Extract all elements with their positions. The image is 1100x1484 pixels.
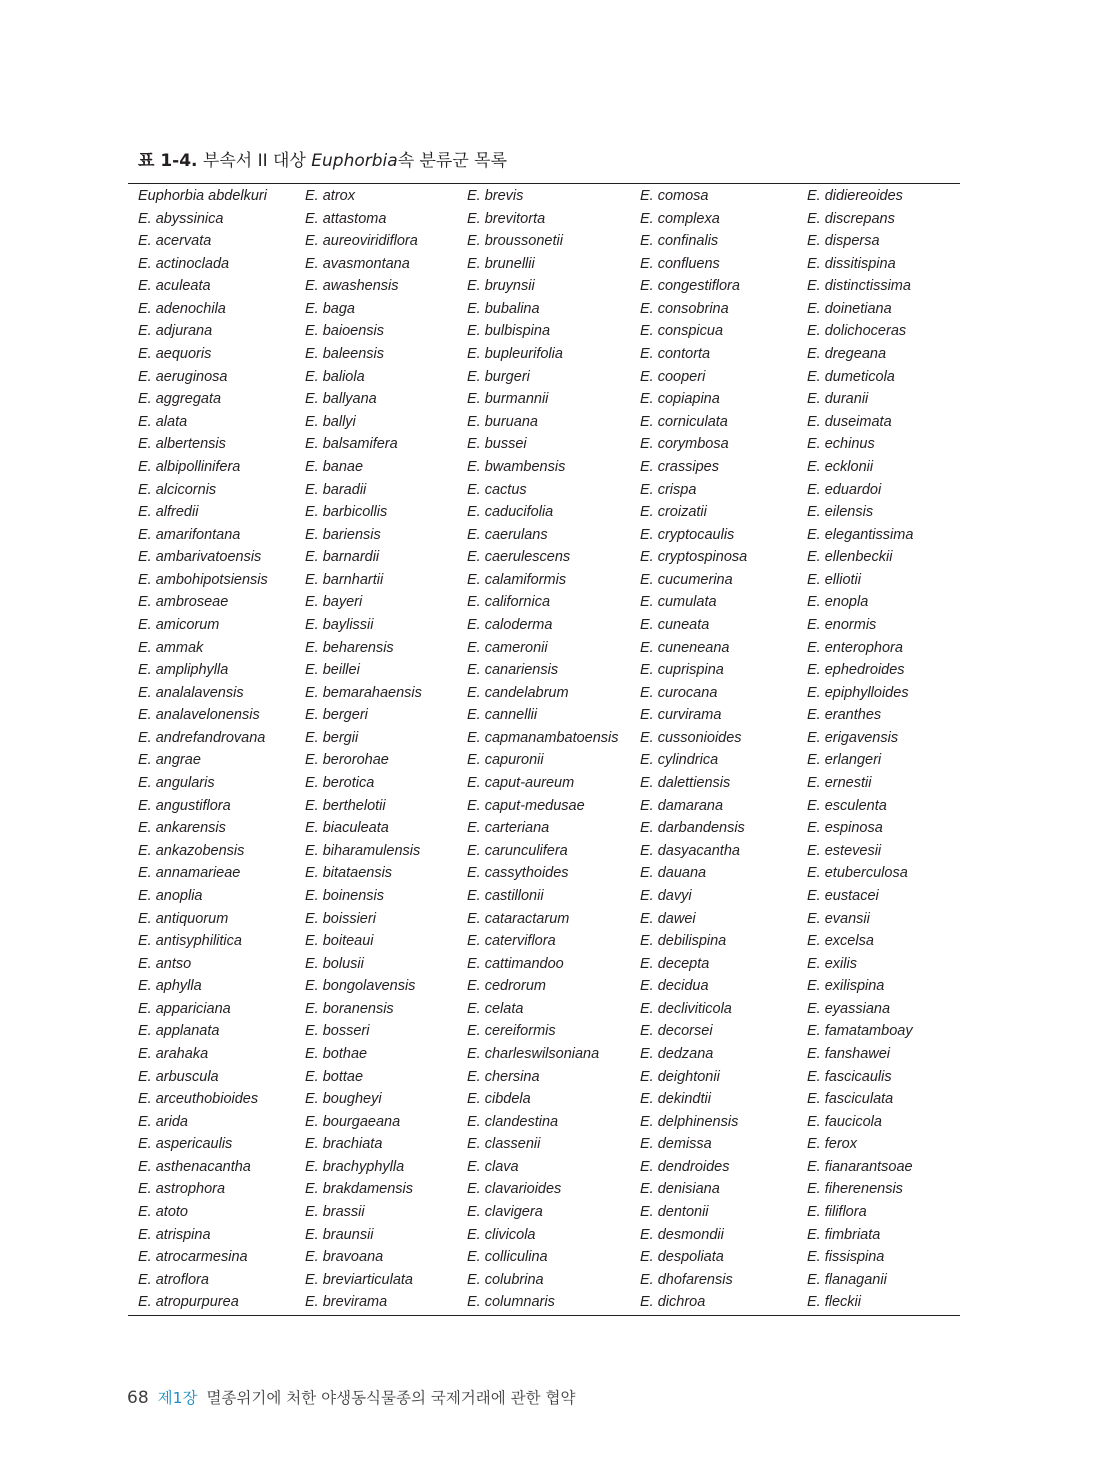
species-name: E. antisyphilitica [138,933,242,950]
species-name: E. berthelotii [305,797,386,814]
species-name: E. damarana [640,797,724,814]
species-name: E. dentonii [640,1204,709,1221]
species-name: E. bubalina [467,300,540,317]
species-name: E. cattimandoo [467,955,564,972]
species-name: E. breviarticulata [305,1271,413,1288]
species-name: E. ecklonii [807,458,874,475]
species-name: Euphorbia abdelkuri [138,188,267,204]
species-name: E. aculeata [138,278,211,295]
species-name: E. dekindtii [640,1091,711,1108]
species-name: E. aureoviridiflora [305,233,418,250]
species-name: E. filiflora [807,1204,867,1221]
species-name: E. boinensis [305,887,384,904]
species-name: E. cereiformis [467,1023,556,1040]
species-name: E. cibdela [467,1091,531,1108]
species-name: E. burgeri [467,368,530,385]
species-name: E. caerulescens [467,549,571,566]
species-name: E. berorohae [305,752,389,769]
species-name: E. corniculata [640,413,728,430]
species-name: E. espinosa [807,820,883,837]
species-name: E. fiherenensis [807,1181,903,1198]
species-name: E. duseimata [807,413,892,430]
chapter-label: 제1장 [157,1389,198,1407]
species-name: E. eyassiana [807,1000,891,1017]
species-name: E. exilis [807,955,857,972]
species-name: E. esculenta [807,797,887,814]
species-name: E. corymbosa [640,436,729,453]
species-name: E. brevitorta [467,210,546,227]
species-name: E. atoto [138,1204,188,1221]
species-name: E. dendroides [640,1158,730,1175]
species-name: E. analalavensis [138,684,244,701]
species-name: E. awashensis [305,278,399,295]
species-name: E. dispersa [807,233,880,250]
species-name: E. darbandensis [640,820,745,837]
species-name: E. complexa [640,210,720,227]
species-name: E. excelsa [807,933,874,950]
species-name: E. boranensis [305,1000,394,1017]
species-name: E. decepta [640,955,710,972]
species-name: E. croizatii [640,504,707,521]
caption-prefix: 부속서 II 대상 [197,151,312,171]
species-name: E. dasyacantha [640,842,740,859]
species-name: E. bougheyi [305,1091,382,1108]
species-name: E. baga [305,300,355,317]
species-name: E. clavarioides [467,1181,562,1198]
species-name: E. aggregata [138,391,222,408]
species-name: E. arahaka [138,1045,209,1062]
species-name: E. demissa [640,1136,712,1153]
species-name: E. celata [467,1000,524,1017]
species-name: E. bemarahaensis [305,684,422,701]
species-name: E. ambohipotsiensis [138,571,268,588]
species-name: E. cylindrica [640,752,719,769]
species-name: E. dawei [640,910,696,927]
species-name: E. applanata [138,1023,220,1040]
table-number: 표 1-4. [138,151,198,171]
species-name: E. avasmontana [305,255,410,272]
species-name: E. ferox [807,1136,857,1153]
species-name: E. bolusii [305,955,364,972]
species-columns [128,185,960,1314]
page-footer [127,1386,575,1408]
species-name: E. contorta [640,346,711,363]
species-name: E. confinalis [640,233,719,250]
species-name: E. dauana [640,865,707,882]
species-name: E. columnaris [467,1294,555,1311]
species-name: E. exilispina [807,978,885,995]
species-name: E. arceuthobioides [138,1091,259,1108]
species-name: E. capmanambatoensis [467,729,619,746]
species-name: E. bongolavensis [305,978,416,995]
species-name: E. ankazobensis [138,842,245,859]
species-name: E. fleckii [807,1294,861,1311]
species-name: E. appariciana [138,1000,231,1017]
species-name: E. boiteaui [305,933,374,950]
species-name: E. atroflora [138,1271,209,1288]
species-name: E. beillei [305,662,360,679]
species-name: E. candelabrum [467,684,569,701]
species-name: E. dalettiensis [640,775,731,792]
species-name: E. faucicola [807,1113,882,1130]
species-name: E. albipollinifera [138,458,241,475]
species-column-5 [807,185,960,1314]
species-name: E. dhofarensis [640,1271,733,1288]
species-name: E. eduardoi [807,481,882,498]
species-name: E. ammak [138,639,204,656]
species-name: E. bravoana [305,1249,384,1266]
species-name: E. enterophora [807,639,903,656]
species-name: E. bosseri [305,1023,370,1040]
species-name: E. brunellii [467,255,535,272]
species-name: E. aeruginosa [138,368,228,385]
species-name: E. biharamulensis [305,842,421,859]
species-name: E. denisiana [640,1181,720,1198]
species-name: E. bupleurifolia [467,346,563,363]
species-name: E. bourgaeana [305,1113,401,1130]
species-name: E. ballyana [305,391,377,408]
species-name: E. atropurpurea [138,1294,239,1311]
species-name: E. acervata [138,233,212,250]
species-name: E. bottae [305,1068,364,1085]
species-name: E. angularis [138,775,215,792]
species-name: E. ellenbeckii [807,549,893,566]
species-name: E. chersina [467,1068,540,1085]
species-name: E. brakdamensis [305,1181,413,1198]
species-name: E. crassipes [640,458,719,475]
species-name: E. attastoma [305,210,387,227]
species-name: E. brevis [467,188,524,204]
species-name: E. caput-medusae [467,797,585,814]
species-name: E. atrox [305,188,355,204]
species-name: E. dichroa [640,1294,706,1311]
species-name: E. astrophora [138,1181,226,1198]
species-name: E. baylissii [305,616,374,633]
species-name: E. eranthes [807,707,882,724]
species-name: E. cryptocaulis [640,526,735,543]
species-name: E. alata [138,413,188,430]
species-name: E. cuneata [640,616,710,633]
species-name: E. discrepans [807,210,895,227]
page-number: 68 [127,1388,149,1408]
species-name: E. caducifolia [467,504,554,521]
species-name: E. distinctissima [807,278,911,295]
species-name: E. didiereoides [807,188,903,204]
species-name: E. berotica [305,775,375,792]
species-name: E. cedrorum [467,978,546,995]
species-name: E. crispa [640,481,697,498]
species-name: E. adenochila [138,300,226,317]
species-name: E. elegantissima [807,526,914,543]
species-name: E. decidua [640,978,709,995]
species-name: E. cuneneana [640,639,730,656]
species-name: E. banae [305,458,364,475]
species-name: E. brachiata [305,1136,383,1153]
species-name: E. clavigera [467,1204,543,1221]
species-name: E. colubrina [467,1271,544,1288]
species-name: E. fimbriata [807,1226,881,1243]
species-name: E. decorsei [640,1023,713,1040]
species-name: E. calamiformis [467,571,567,588]
species-name: E. capuronii [467,752,544,769]
species-name: E. arida [138,1113,188,1130]
species-name: E. burmannii [467,391,549,408]
table-caption [138,146,507,171]
species-name: E. barnardii [305,549,380,566]
species-name: E. ampliphylla [138,662,229,679]
species-name: E. consobrina [640,300,729,317]
species-name: E. bruynsii [467,278,535,295]
species-name: E. actinoclada [138,255,230,272]
species-name: E. analavelonensis [138,707,260,724]
species-name: E. ankarensis [138,820,226,837]
species-name: E. cataractarum [467,910,570,927]
species-name: E. adjurana [138,323,213,340]
species-column-1 [128,185,305,1314]
species-name: E. bergeri [305,707,368,724]
species-name: E. dregeana [807,346,887,363]
species-name: E. boissieri [305,910,376,927]
species-name: E. barnhartii [305,571,384,588]
species-name: E. carunculifera [467,842,568,859]
species-name: E. charleswilsoniana [467,1045,600,1062]
species-name: E. ernestii [807,775,872,792]
species-name: E. bwambensis [467,458,566,475]
species-name: E. cameronii [467,639,548,656]
species-name: E. angrae [138,752,201,769]
species-name: E. alfredii [138,504,199,521]
species-name: E. clava [467,1158,519,1175]
species-name: E. aequoris [138,346,212,363]
species-name: E. curocana [640,684,718,701]
species-name: E. dedzana [640,1045,714,1062]
species-name: E. enormis [807,616,877,633]
species-name: E. carteriana [467,820,550,837]
species-name: E. eustacei [807,887,879,904]
species-name: E. aphylla [138,978,202,995]
species-name: E. anoplia [138,887,203,904]
species-name: E. deightonii [640,1068,720,1085]
species-name: E. enopla [807,594,869,611]
species-name: E. beharensis [305,639,394,656]
species-name: E. ephedroides [807,662,905,679]
species-name: E. amarifontana [138,526,241,543]
species-name: E. davyi [640,887,692,904]
species-name: E. clivicola [467,1226,536,1243]
species-name: E. despoliata [640,1249,724,1266]
chapter-title: 멸종위기에 처한 야생동식물종의 국제거래에 관한 협약 [206,1389,576,1407]
species-name: E. ballyi [305,413,356,430]
species-name: E. copiapina [640,391,720,408]
species-name: E. barbicollis [305,504,388,521]
species-name: E. californica [467,594,551,611]
species-name: E. antso [138,955,192,972]
species-name: E. balsamifera [305,436,398,453]
species-name: E. bulbispina [467,323,551,340]
species-name: E. fascicaulis [807,1068,892,1085]
species-name: E. ambarivatoensis [138,549,262,566]
species-name: E. bussei [467,436,527,453]
species-name: E. debilispina [640,933,727,950]
species-name: E. brevirama [305,1294,388,1311]
species-name: E. evansii [807,910,870,927]
caption-genus: Euphorbia [311,151,398,171]
species-column-3 [467,185,640,1314]
species-name: E. andrefandrovana [138,729,266,746]
species-name: E. dumeticola [807,368,895,385]
species-name: E. curvirama [640,707,722,724]
species-name: E. bariensis [305,526,381,543]
species-name: E. fanshawei [807,1045,891,1062]
species-name: E. albertensis [138,436,226,453]
species-name: E. cumulata [640,594,717,611]
species-name: E. echinus [807,436,875,453]
species-name: E. decliviticola [640,1000,732,1017]
species-name: E. baliola [305,368,365,385]
species-name: E. dissitispina [807,255,896,272]
species-name: E. castillonii [467,887,544,904]
species-name: E. cuprispina [640,662,724,679]
species-name: E. delphinensis [640,1113,739,1130]
species-name: E. cooperi [640,368,706,385]
species-name: E. estevesii [807,842,882,859]
species-name: E. bothae [305,1045,368,1062]
species-name: E. duranii [807,391,869,408]
species-name: E. caerulans [467,526,548,543]
species-name: E. buruana [467,413,538,430]
species-name: E. brachyphylla [305,1158,405,1175]
species-name: E. bergii [305,729,359,746]
species-name: E. flanaganii [807,1271,887,1288]
species-name: E. doinetiana [807,300,892,317]
species-name: E. cussonioides [640,729,742,746]
species-name: E. confluens [640,255,720,272]
species-name: E. famatamboay [807,1023,913,1040]
species-table [128,183,960,1316]
species-name: E. brassii [305,1204,365,1221]
species-name: E. abyssinica [138,210,224,227]
species-name: E. fianarantsoae [807,1158,913,1175]
species-name: E. antiquorum [138,910,229,927]
species-name: E. amicorum [138,616,220,633]
species-name: E. conspicua [640,323,724,340]
species-name: E. caloderma [467,616,553,633]
species-column-4 [640,185,807,1314]
species-name: E. atrispina [138,1226,211,1243]
species-name: E. eilensis [807,504,874,521]
species-name: E. canariensis [467,662,559,679]
species-name: E. erigavensis [807,729,899,746]
species-name: E. atrocarmesina [138,1249,248,1266]
species-name: E. dolichoceras [807,323,907,340]
species-name: E. biaculeata [305,820,389,837]
species-name: E. asthenacantha [138,1158,251,1175]
species-name: E. etuberculosa [807,865,908,882]
species-name: E. caterviflora [467,933,556,950]
species-name: E. alcicornis [138,481,217,498]
species-name: E. baleensis [305,346,384,363]
species-name: E. classenii [467,1136,541,1153]
species-name: E. caput-aureum [467,775,575,792]
species-name: E. baioensis [305,323,384,340]
species-name: E. bitataensis [305,865,393,882]
species-name: E. clandestina [467,1113,559,1130]
species-name: E. bayeri [305,594,363,611]
species-name: E. erlangeri [807,752,882,769]
species-name: E. cryptospinosa [640,549,748,566]
species-name: E. fasciculata [807,1091,894,1108]
species-name: E. desmondii [640,1226,724,1243]
species-name: E. cannellii [467,707,538,724]
species-name: E. congestiflora [640,278,740,295]
species-name: E. braunsii [305,1226,374,1243]
species-name: E. elliotii [807,571,861,588]
species-name: E. aspericaulis [138,1136,233,1153]
species-name: E. arbuscula [138,1068,219,1085]
species-name: E. colliculina [467,1249,548,1266]
species-name: E. baradii [305,481,367,498]
species-name: E. annamarieae [138,865,241,882]
species-column-2 [305,185,467,1314]
species-name: E. cassythoides [467,865,569,882]
species-name: E. angustiflora [138,797,231,814]
species-name: E. fissispina [807,1249,885,1266]
species-name: E. cactus [467,481,527,498]
species-name: E. cucumerina [640,571,733,588]
species-name: E. epiphylloides [807,684,909,701]
species-name: E. comosa [640,188,709,204]
species-name: E. ambroseae [138,594,229,611]
species-name: E. broussonetii [467,233,563,250]
caption-suffix: 속 분류군 목록 [397,151,508,171]
